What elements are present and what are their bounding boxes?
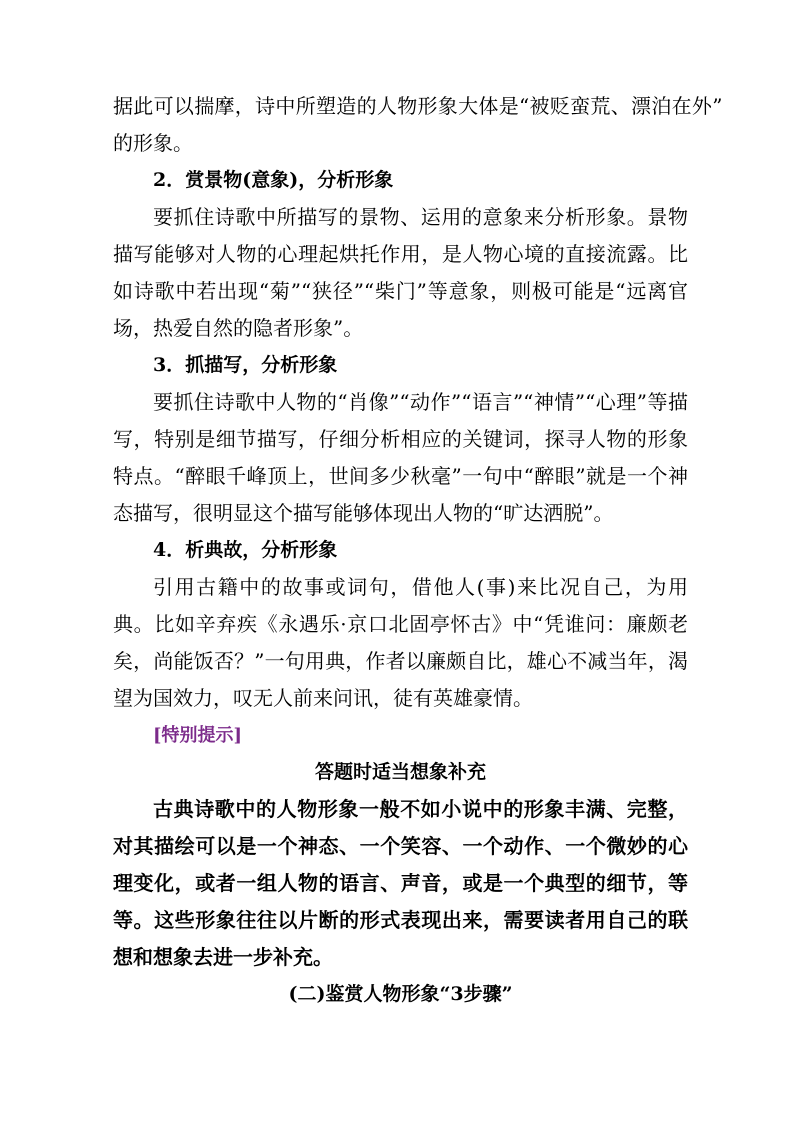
section-4-body: 引用古籍中的故事或词句，借他人(事)来比况自己，为用典。比如辛弃疾《永遇乐·京口北固亭怀古》中“凭谁问：廉颇老矣，尚能饭否？”一句用典，作者以廉颇自比，雄心不减当年，渴望为国效力，叹无人前来问讯，徒有英雄豪情。	[113, 575, 688, 710]
section-2-body: 要抓住诗歌中所描写的景物、运用的意象来分析形象。景物描写能够对人物的心理起烘托作用，是人物心境的直接流露。比如诗歌中若出现“菊”“狭径”“柴门”等意象，则极可能是“远离官场，热爱自然的隐者形象”。	[113, 205, 688, 340]
intro-line-2: 的形象。	[113, 131, 193, 155]
section-3-heading: 3．抓描写，分析形象	[153, 354, 338, 376]
document-page	[113, 88, 723, 1013]
next-section-title: (二)鉴赏人物形象“3步骤”	[288, 983, 513, 1005]
intro-line-1: 据此可以揣摩，诗中所塑造的人物形象大体是“被贬蛮荒、漂泊在外”	[113, 94, 723, 118]
special-tip-label: [特别提示]	[153, 725, 243, 746]
tip-title: 答题时适当想象补充	[314, 761, 486, 783]
section-4-heading: 4．析典故，分析形象	[153, 539, 338, 561]
tip-body: 古典诗歌中的人物形象一般不如小说中的形象丰满、完整，对其描绘可以是一个神态、一个笑容、一个动作、一个微妙的心理变化，或者一组人物的语言、声音，或是一个典型的细节，等等。这些形象往往以片断的形式表现出来，需要读者用自己的联想和想象去进一步补充。	[113, 797, 688, 969]
section-3-body: 要抓住诗歌中人物的“肖像”“动作”“语言”“神情”“心理”等描写，特别是细节描写，仔细分析相应的关键词，探寻人物的形象特点。“醉眼千峰顶上，世间多少秋毫”一句中“醉眼”就是一个神态描写，很明显这个描写能够体现出人物的“旷达洒脱”。	[113, 390, 688, 525]
section-2-heading: 2．赏景物(意象)，分析形象	[153, 169, 394, 191]
